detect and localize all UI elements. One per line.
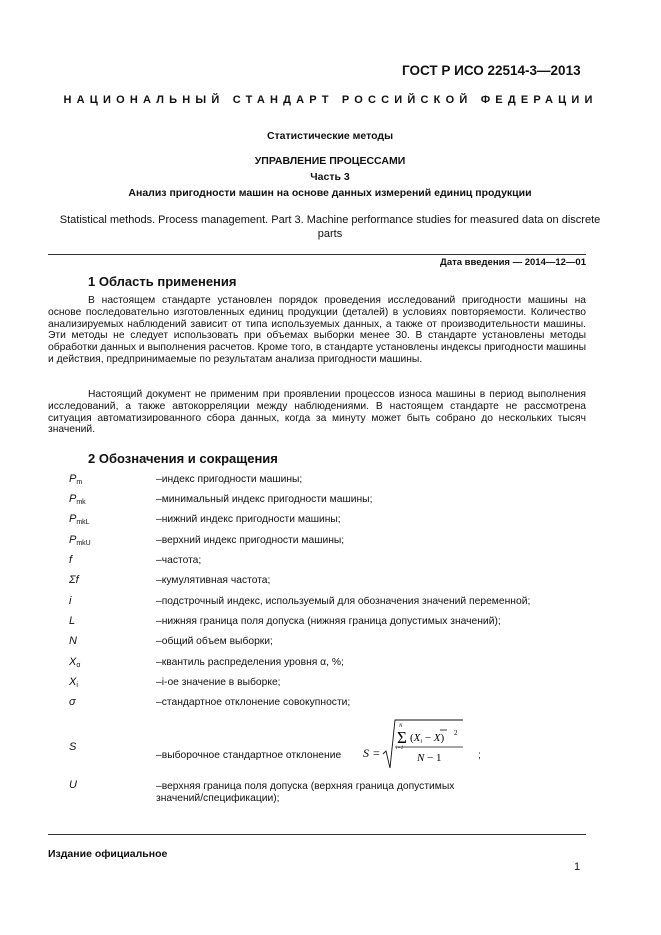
symbol: $X_\alpha$ xyxy=(69,656,81,669)
formula-denominator: N − 1 xyxy=(417,752,442,764)
formula-equals-sign: = xyxy=(373,746,380,760)
symbol-description: –верхний индекс пригодности машины; xyxy=(156,535,345,546)
divider xyxy=(48,254,586,255)
symbol-description: –нижняя граница поля допуска (нижняя граница допустимых значений); xyxy=(156,616,501,627)
standard-number: ГОСТ Р ИСО 22514-3—2013 xyxy=(402,63,581,78)
formula-sum-sign: Σ xyxy=(397,728,407,747)
symbol-description: –стандартное отклонение совокупности; xyxy=(156,697,351,708)
section-2-heading: 2 Обозначения и сокращения xyxy=(88,451,278,466)
symbol: $P_{mk}$ xyxy=(69,493,86,506)
symbol: L xyxy=(69,615,76,627)
symbol: $X_i$ xyxy=(69,676,78,689)
symbol-description: –верхняя граница поля допуска (верхняя граница допустимых значений/спецификации); xyxy=(156,781,455,804)
title-line-4: Анализ пригодности машин на основе данных измерений единиц продукции xyxy=(128,187,532,199)
section-1-heading: 1 Область применения xyxy=(88,274,237,289)
symbol-description: –минимальный индекс пригодности машины; xyxy=(156,494,373,505)
formula-s-symbol: S xyxy=(363,746,369,760)
symbol-description: –нижний индекс пригодности машины; xyxy=(156,514,341,525)
formula-sum-lower: i=1 xyxy=(396,746,404,751)
symbol: U xyxy=(69,779,77,791)
symbol: $P_m$ xyxy=(69,473,83,486)
symbol-description: –частота; xyxy=(156,555,202,566)
title-line-3: Часть 3 xyxy=(310,171,350,183)
symbol: $P_{mkU}$ xyxy=(69,534,91,547)
symbol: i xyxy=(69,595,72,607)
section-1-paragraph-2: Настоящий документ не применим при проявлении процессов износа машины в период выполнения исследований, а также автокорреляции между наблюдениями. В настоящем стандарте не рассмотрена ситуация автоматизированного сбора данных, когда за минуту может быть собрано до нескольких тысяч значений. xyxy=(48,389,586,436)
formula-exponent: 2 xyxy=(454,729,458,737)
page-number: 1 xyxy=(574,861,581,873)
date-introduced: Дата введения — 2014—12—01 xyxy=(440,257,586,268)
formula-suffix: ; xyxy=(478,750,481,761)
symbol-description: –выборочное стандартное отклонение xyxy=(156,750,342,761)
formula-sum-upper: N xyxy=(399,724,403,729)
symbol-description: –индекс пригодности машины; xyxy=(156,474,303,485)
symbol-description: –квантиль распределения уровня α, %; xyxy=(156,657,344,668)
title-line-2: УПРАВЛЕНИЕ ПРОЦЕССАМИ xyxy=(254,155,406,167)
english-title: Statistical methods. Process management. Part 3. Machine performance studies for measured data on discrete parts xyxy=(59,214,601,240)
symbol: N xyxy=(69,635,77,647)
symbol-description: –i-ое значение в выборке; xyxy=(156,677,281,688)
symbol: $P_{mkL}$ xyxy=(69,513,90,526)
footer-divider xyxy=(48,834,586,835)
symbol: f xyxy=(69,554,73,566)
title-line-1: Статистические методы xyxy=(266,130,394,142)
symbol: S xyxy=(69,741,77,753)
formula-numerator: (Xi − X) xyxy=(410,732,445,745)
std-dev-formula xyxy=(363,716,473,772)
symbol-description: –кумулятивная частота; xyxy=(156,575,271,586)
edition-note: Издание официальное xyxy=(48,848,168,860)
symbol: Σf xyxy=(69,574,79,586)
section-1-paragraph-1: В настоящем стандарте установлен порядок проведения исследований пригодности машины на основе последовательно изготовленных единиц продукции (деталей) в условиях повторяемости. Количество анализируемых наблюдений зависит от типа используемых данных, а также от производительности машины. Эти методы не следует использовать при объемах выборки менее 30. В стандарте установлены методы обработки данных и выполнения расчетов. Кроме того, в стандарте установлены индексы пригодности машины и действия, предпринимаемые по результатам анализа пригодности машины. xyxy=(48,295,586,365)
symbol: σ xyxy=(69,696,76,708)
national-standard-banner: НАЦИОНАЛЬНЫЙ СТАНДАРТ РОССИЙСКОЙ ФЕДЕРАЦИИ xyxy=(63,94,598,106)
symbol-description: –подстрочный индекс, используемый для обозначения значений переменной; xyxy=(156,596,531,607)
symbol-description: –общий объем выборки; xyxy=(156,636,273,647)
